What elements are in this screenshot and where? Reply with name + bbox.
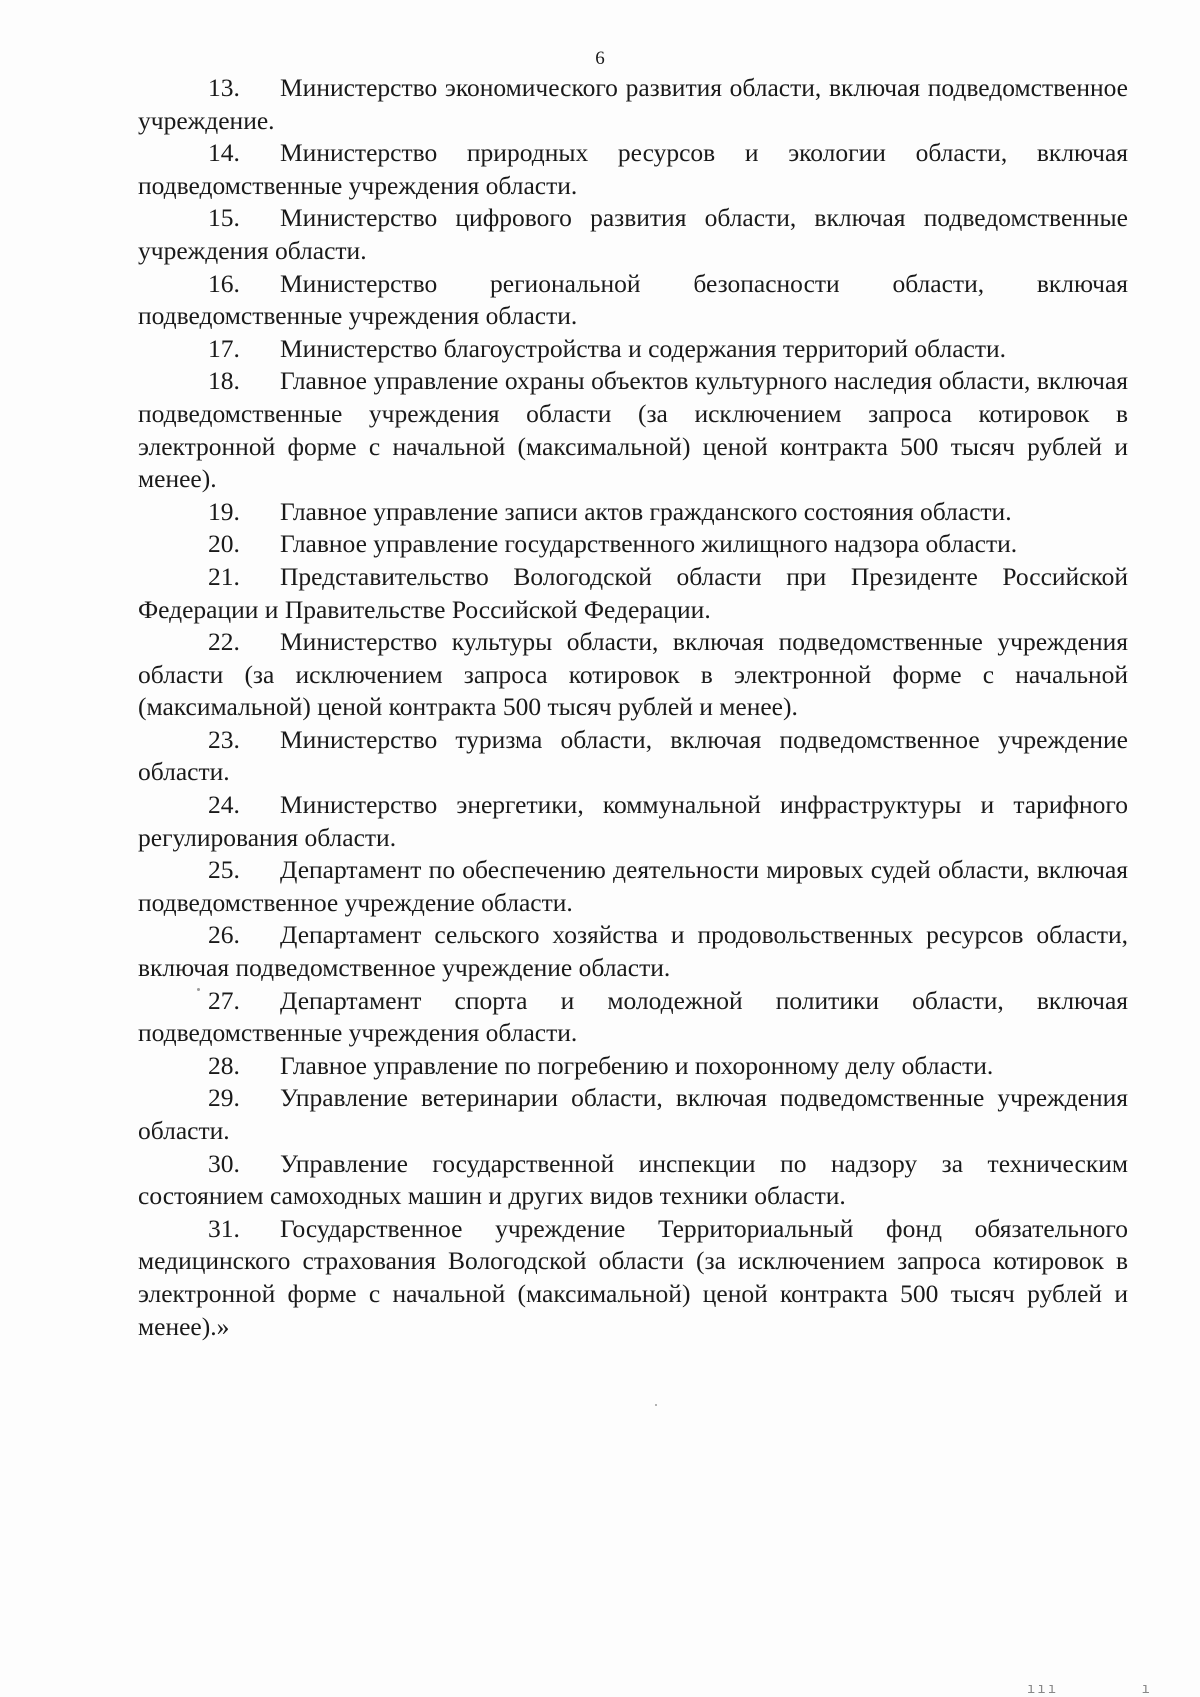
list-item [138,365,1128,495]
scan-edge-marks: ııı ı [1026,1681,1152,1697]
document-body [138,72,1128,1343]
item-text: Министерство культуры области, включая подведомственные учреждения области (за исключением запроса котировок в электронной форме с начальной (максимальной) ценой контракта 500 тысяч рублей и менее). [138,627,1128,722]
list-item [138,626,1128,724]
item-text: Главное управление записи актов гражданского состояния области. [280,496,1012,526]
page-number: 6 [595,48,605,69]
list-item [138,1148,1128,1213]
list-item [138,202,1128,267]
item-number: 25. [208,855,240,885]
list-item [138,919,1128,984]
item-number: 29. [208,1083,240,1113]
item-number: 22. [208,627,240,657]
item-text: Министерство экономического развития области, включая подведомственное учреждение. [138,73,1128,135]
item-text: Министерство природных ресурсов и экологии области, включая подведомственные учреждения области. [138,138,1128,200]
item-number: 27. [208,985,240,1015]
item-number: 16. [208,268,240,298]
item-text: Департамент по обеспечению деятельности мировых судей области, включая подведомственное учреждение области. [138,855,1128,917]
list-item [138,528,1128,561]
scan-speck [197,988,200,991]
item-text: Управление ветеринарии области, включая подведомственные учреждения области. [138,1083,1128,1145]
item-number: 18. [208,366,240,396]
list-item [138,854,1128,919]
item-text: Главное управление государственного жилищного надзора области. [280,529,1018,559]
list-item [138,137,1128,202]
list-item [138,985,1128,1050]
item-number: 31. [208,1213,240,1243]
item-text: Министерство благоустройства и содержания территорий области. [280,333,1007,363]
item-number: 26. [208,920,240,950]
item-number: 13. [208,73,240,102]
item-text: Министерство энергетики, коммунальной инфраструктуры и тарифного регулирования области. [138,790,1128,852]
list-item [138,333,1128,366]
item-number: 19. [208,496,240,526]
list-item [138,1050,1128,1083]
list-item [138,496,1128,529]
item-number: 30. [208,1148,240,1178]
item-number: 15. [208,203,240,233]
item-text: Департамент сельского хозяйства и продовольственных ресурсов области, включая подведомственное учреждение области. [138,920,1128,983]
item-number: 21. [208,561,240,591]
item-number: 24. [208,790,240,820]
item-text: Управление государственной инспекции по надзору за техническим состоянием самоходных машин и других видов техники области. [138,1148,1128,1211]
item-text: Министерство региональной безопасности области, включая подведомственные учреждения области. [138,268,1128,331]
item-number: 23. [208,724,240,754]
list-item [138,72,1128,137]
item-text: Министерство туризма области, включая подведомственное учреждение области. [138,724,1128,787]
list-item [138,1082,1128,1147]
item-text: Представительство Вологодской области при Президенте Российской Федерации и Правительстве Российской Федерации. [138,561,1128,624]
item-text: Департамент спорта и молодежной политики области, включая подведомственные учреждения области. [138,985,1128,1048]
list-item [138,724,1128,789]
item-number: 14. [208,138,240,168]
list-item [138,561,1128,626]
item-text: Министерство цифрового развития области, включая подведомственные учреждения области. [138,203,1128,265]
scan-speck [655,1404,657,1406]
list-item [138,789,1128,854]
list-item [138,1213,1128,1343]
list-item [138,268,1128,333]
item-text: Государственное учреждение Территориальный фонд обязательного медицинского страхования Вологодской области (за исключением запроса котировок в электронной форме с начальной (максимальной) ценой контракта 500 тысяч рублей и менее).» [138,1213,1128,1341]
item-number: 17. [208,333,240,363]
item-number: 28. [208,1050,240,1080]
item-number: 20. [208,529,240,559]
item-text: Главное управление охраны объектов культурного наследия области, включая подведомственные учреждения области (за исключением запроса котировок в электронной форме с начальной (максимальной) ценой контракта 500 тысяч рублей и менее). [138,366,1128,494]
item-text: Главное управление по погребению и похоронному делу области. [280,1050,994,1080]
